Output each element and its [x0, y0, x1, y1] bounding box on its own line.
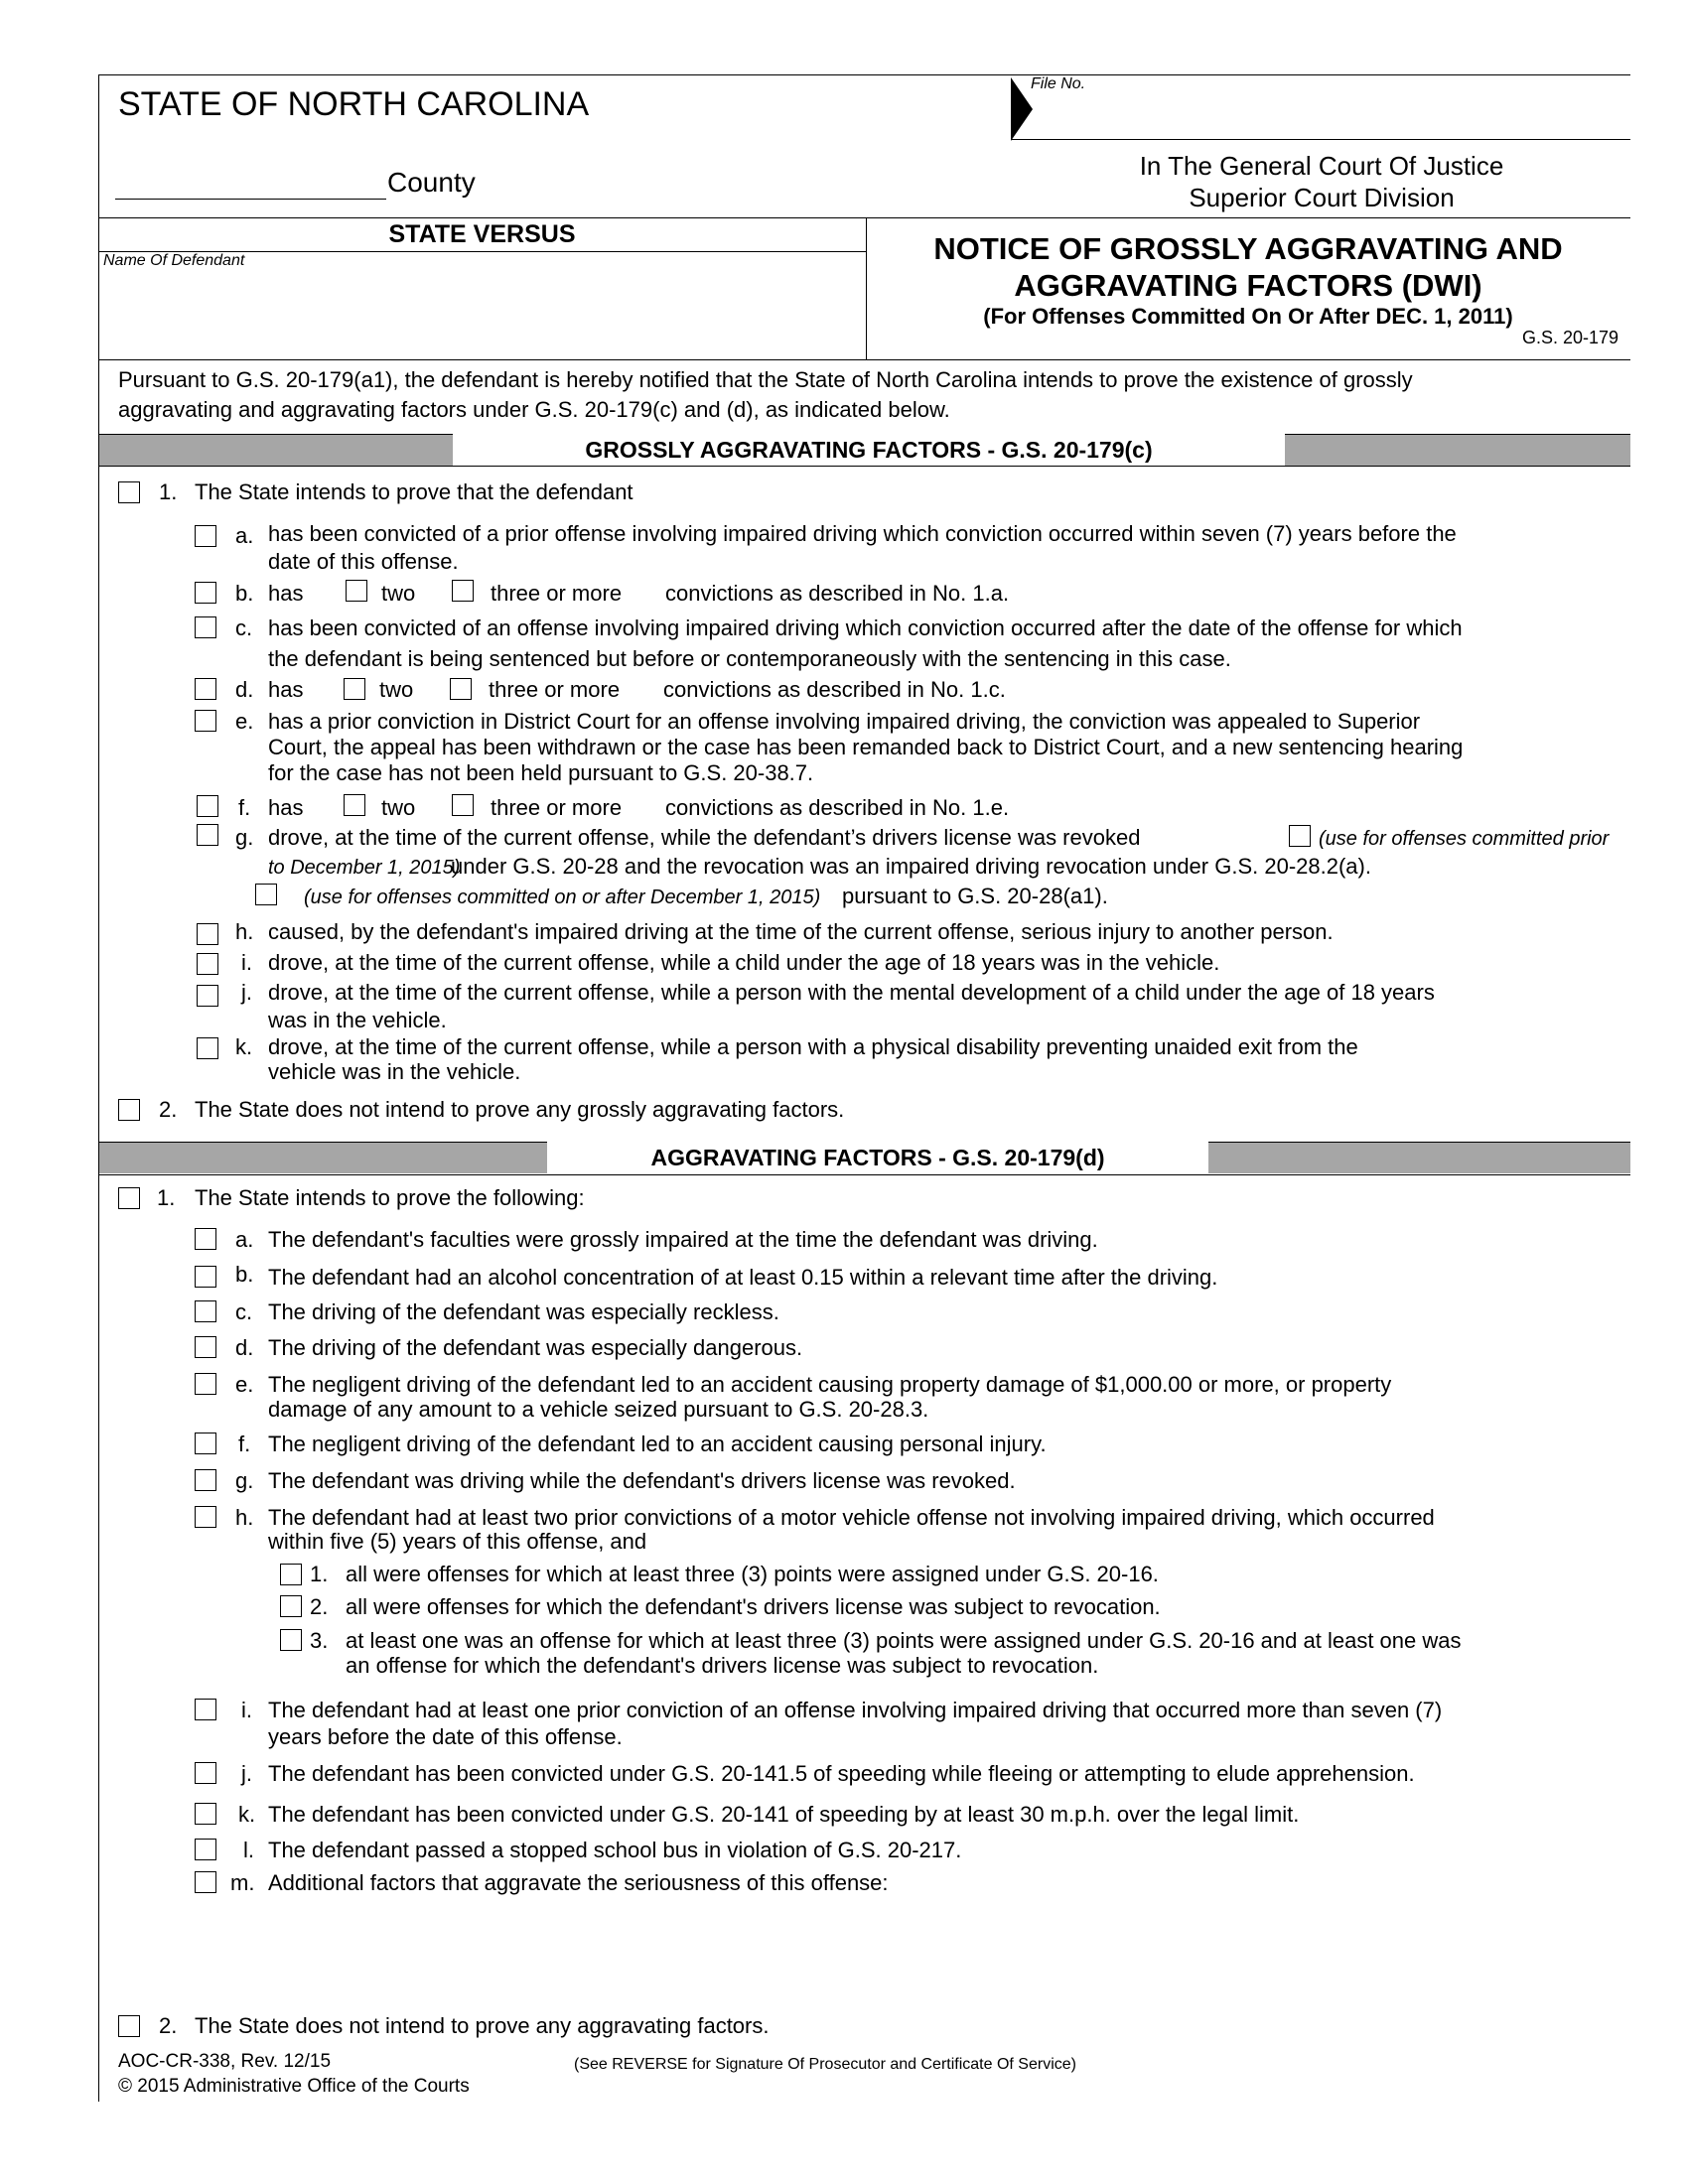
- grossly-1-text: The State intends to prove that the defendant: [195, 479, 633, 504]
- agg-l-checkbox[interactable]: [195, 1839, 216, 1860]
- grossly-1-checkbox[interactable]: [118, 481, 140, 503]
- grossly-g-after-2015-checkbox[interactable]: [255, 884, 277, 905]
- file-no-field[interactable]: [1038, 94, 1628, 138]
- grossly-e-checkbox[interactable]: [195, 710, 216, 732]
- agg-c-checkbox[interactable]: [195, 1300, 216, 1322]
- grossly-d-three: three or more: [489, 677, 621, 702]
- agg-h-sub-3-line-2: an offense for which the defendant's drivers license was subject to revocation.: [346, 1653, 1099, 1678]
- agg-b-text: The defendant had an alcohol concentration of at least 0.15 within a relevant time after the driving.: [268, 1265, 1218, 1290]
- agg-h-sub-1-checkbox[interactable]: [280, 1564, 302, 1585]
- agg-l-letter: l.: [243, 1838, 254, 1862]
- grossly-i-text: drove, at the time of the current offense, while a child under the age of 18 years was in the vehicle.: [268, 950, 1220, 975]
- grossly-a-letter: a.: [235, 523, 254, 548]
- agg-2-text: The State does not intend to prove any aggravating factors.: [195, 2013, 770, 2038]
- county-field[interactable]: [115, 167, 386, 199]
- section-bar-left: [99, 435, 453, 466]
- grossly-g-after-2015-note: (use for offenses committed on or after December 1, 2015): [304, 887, 821, 908]
- agg-g-checkbox[interactable]: [195, 1469, 216, 1491]
- agg-h-letter: h.: [235, 1505, 254, 1530]
- agg-i-line-2: years before the date of this offense.: [268, 1724, 623, 1749]
- agg-1-text: The State intends to prove the following:: [195, 1185, 585, 1210]
- agg-k-text: The defendant has been convicted under G.S. 20-141 of speeding by at least 30 m.p.h. over the legal limit.: [268, 1802, 1300, 1827]
- grossly-b-letter: b.: [235, 581, 254, 606]
- agg-a-letter: a.: [235, 1227, 254, 1252]
- grossly-a-line-2: date of this offense.: [268, 549, 459, 574]
- agg-d-checkbox[interactable]: [195, 1336, 216, 1358]
- grossly-b-three-checkbox[interactable]: [452, 580, 474, 602]
- agg-a-text: The defendant's faculties were grossly impaired at the time the defendant was driving.: [268, 1227, 1098, 1252]
- agg-h-sub-2-text: all were offenses for which the defendant's drivers license was subject to revocation.: [346, 1594, 1161, 1619]
- agg-section-bar-right: [1208, 1143, 1630, 1173]
- grossly-g-prior-2015-note-b: to December 1, 2015): [268, 857, 461, 879]
- agg-h-sub-3-checkbox[interactable]: [280, 1629, 302, 1651]
- agg-m-additional-factors-field[interactable]: [268, 1901, 1618, 2000]
- county-blank-line: [115, 199, 386, 200]
- agg-j-text: The defendant has been convicted under G.S. 20-141.5 of speeding while fleeing or attempting to elude apprehension.: [268, 1761, 1415, 1786]
- grossly-h-letter: h.: [235, 919, 254, 944]
- agg-c-letter: c.: [235, 1299, 253, 1324]
- grossly-2-text: The State does not intend to prove any grossly aggravating factors.: [195, 1097, 845, 1122]
- grossly-f-letter: f.: [238, 795, 251, 820]
- agg-f-text: The negligent driving of the defendant led to an accident causing personal injury.: [268, 1432, 1047, 1456]
- grossly-b-tail: convictions as described in No. 1.a.: [665, 581, 1010, 606]
- agg-1-number: 1.: [157, 1185, 176, 1210]
- grossly-d-two: two: [379, 677, 414, 702]
- grossly-g-line-1: drove, at the time of the current offense, while the defendant’s drivers license was revoked: [268, 825, 1141, 850]
- agg-l-text: The defendant passed a stopped school bus in violation of G.S. 20-217.: [268, 1838, 962, 1862]
- agg-j-checkbox[interactable]: [195, 1762, 216, 1784]
- agg-h-sub-1-number: 1.: [310, 1562, 329, 1586]
- copyright: © 2015 Administrative Office of the Courts: [118, 2076, 470, 2097]
- agg-2-checkbox[interactable]: [118, 2015, 140, 2037]
- grossly-d-checkbox[interactable]: [195, 678, 216, 700]
- top-border: [98, 74, 1630, 75]
- agg-1-checkbox[interactable]: [118, 1187, 140, 1209]
- agg-m-letter: m.: [230, 1870, 255, 1895]
- grossly-c-letter: c.: [235, 615, 253, 640]
- defendant-name-field[interactable]: [103, 276, 858, 355]
- agg-h-sub-2-checkbox[interactable]: [280, 1595, 302, 1617]
- form-subtitle: (For Offenses Committed On Or After DEC. 1, 2011): [983, 304, 1513, 329]
- grossly-b-three: three or more: [491, 581, 623, 606]
- grossly-f-three-checkbox[interactable]: [452, 794, 474, 816]
- court-line-2: Superior Court Division: [1189, 183, 1455, 212]
- grossly-d-three-checkbox[interactable]: [450, 678, 472, 700]
- agg-d-text: The driving of the defendant was especially dangerous.: [268, 1335, 803, 1360]
- agg-e-line-2: damage of any amount to a vehicle seized pursuant to G.S. 20-28.3.: [268, 1397, 929, 1422]
- grossly-f-two: two: [381, 795, 416, 820]
- grossly-h-text: caused, by the defendant's impaired driving at the time of the current offense, serious injury to another person.: [268, 919, 1334, 944]
- file-no-arrow-icon: [1011, 77, 1033, 141]
- grossly-g-checkbox[interactable]: [197, 824, 218, 846]
- agg-g-text: The defendant was driving while the defendant's drivers license was revoked.: [268, 1468, 1016, 1493]
- agg-d-letter: d.: [235, 1335, 254, 1360]
- grossly-f-three: three or more: [491, 795, 623, 820]
- grossly-f-two-checkbox[interactable]: [344, 794, 365, 816]
- grossly-d-tail: convictions as described in No. 1.c.: [663, 677, 1006, 702]
- grossly-g-prior-2015-rest: under G.S. 20-28 and the revocation was an impaired driving revocation under G.S. 20-28.2(a).: [451, 854, 1371, 879]
- agg-h-sub-2-number: 2.: [310, 1594, 329, 1619]
- grossly-1-number: 1.: [159, 479, 178, 504]
- grossly-i-checkbox[interactable]: [197, 953, 218, 975]
- grossly-e-line-2: Court, the appeal has been withdrawn or the case has been remanded back to District Court, and a new sentencing hearing: [268, 735, 1464, 759]
- grossly-b-has: has: [268, 581, 304, 606]
- agg-2-number: 2.: [159, 2013, 178, 2038]
- agg-k-checkbox[interactable]: [195, 1803, 216, 1825]
- grossly-section-title: GROSSLY AGGRAVATING FACTORS - G.S. 20-179(c): [453, 434, 1285, 467]
- agg-g-letter: g.: [235, 1468, 254, 1493]
- agg-i-checkbox[interactable]: [195, 1699, 216, 1720]
- agg-f-letter: f.: [238, 1432, 251, 1456]
- agg-j-letter: j.: [241, 1761, 252, 1786]
- grossly-d-letter: d.: [235, 677, 254, 702]
- agg-i-letter: i.: [241, 1698, 252, 1722]
- form-title-line-2: AGGRAVATING FACTORS (DWI): [1014, 268, 1482, 303]
- form-id: AOC-CR-338, Rev. 12/15: [118, 2051, 332, 2072]
- grossly-k-letter: k.: [235, 1034, 253, 1059]
- grossly-j-letter: j.: [241, 980, 252, 1005]
- file-no-line: [1011, 139, 1630, 140]
- grossly-f-has: has: [268, 795, 304, 820]
- agg-b-letter: b.: [235, 1262, 254, 1287]
- grossly-j-checkbox[interactable]: [197, 985, 218, 1007]
- grossly-j-line-2: was in the vehicle.: [268, 1008, 447, 1032]
- agg-m-checkbox[interactable]: [195, 1871, 216, 1893]
- agg-e-line-1: The negligent driving of the defendant led to an accident causing property damage of $1,000.00 or more, or property: [268, 1372, 1392, 1397]
- agg-c-text: The driving of the defendant was especially reckless.: [268, 1299, 779, 1324]
- grossly-f-checkbox[interactable]: [197, 795, 218, 817]
- defendant-label: Name Of Defendant: [103, 252, 245, 269]
- grossly-a-checkbox[interactable]: [195, 525, 216, 547]
- grossly-d-two-checkbox[interactable]: [344, 678, 365, 700]
- left-border: [98, 74, 99, 2102]
- court-line-1: In The General Court Of Justice: [1139, 151, 1504, 181]
- grossly-b-two-checkbox[interactable]: [346, 580, 367, 602]
- grossly-h-checkbox[interactable]: [197, 923, 218, 945]
- grossly-a-line-1: has been convicted of a prior offense involving impaired driving which conviction occurred within seven (7) years before the: [268, 521, 1457, 546]
- grossly-c-line-2: the defendant is being sentenced but before or contemporaneously with the sentencing in this case.: [268, 646, 1231, 671]
- grossly-b-checkbox[interactable]: [195, 582, 216, 604]
- agg-m-text: Additional factors that aggravate the seriousness of this offense:: [268, 1870, 889, 1895]
- grossly-e-letter: e.: [235, 709, 254, 734]
- statute-ref: G.S. 20-179: [1521, 328, 1618, 347]
- agg-k-letter: k.: [238, 1802, 256, 1827]
- grossly-f-tail: convictions as described in No. 1.e.: [665, 795, 1010, 820]
- grossly-k-line-1: drove, at the time of the current offense, while a person with a physical disability preventing unaided exit from the: [268, 1034, 1358, 1059]
- grossly-k-checkbox[interactable]: [197, 1037, 218, 1059]
- grossly-k-line-2: vehicle was in the vehicle.: [268, 1059, 521, 1084]
- grossly-2-number: 2.: [159, 1097, 178, 1122]
- section-bar-right: [1285, 435, 1630, 466]
- grossly-g-prior-2015-checkbox[interactable]: [1289, 825, 1311, 847]
- state-title: STATE OF NORTH CAROLINA: [118, 85, 590, 123]
- aggravating-section-title: AGGRAVATING FACTORS - G.S. 20-179(d): [547, 1142, 1208, 1174]
- agg-i-line-1: The defendant had at least one prior conviction of an offense involving impaired driving that occurred more than seven (7): [268, 1698, 1443, 1722]
- agg-h-checkbox[interactable]: [195, 1506, 216, 1528]
- grossly-c-line-1: has been convicted of an offense involving impaired driving which conviction occurred after the date of the offense for which: [268, 615, 1463, 640]
- grossly-i-letter: i.: [241, 950, 252, 975]
- intro-line-2: aggravating and aggravating factors under G.S. 20-179(c) and (d), as indicated below.: [118, 397, 950, 422]
- header-divider: [98, 217, 1630, 218]
- agg-e-checkbox[interactable]: [195, 1373, 216, 1395]
- county-label: County: [387, 167, 476, 198]
- agg-h-sub-3-number: 3.: [310, 1628, 329, 1653]
- grossly-j-line-1: drove, at the time of the current offense, while a person with the mental development of a child under the age of 18 years: [268, 980, 1435, 1005]
- grossly-c-checkbox[interactable]: [195, 616, 216, 638]
- grossly-b-two: two: [381, 581, 416, 606]
- agg-section-bar-left: [99, 1143, 547, 1173]
- agg-h-line-1: The defendant had at least two prior convictions of a motor vehicle offense not involving impaired driving, which occurred: [268, 1505, 1435, 1530]
- file-no-label: File No.: [1031, 75, 1086, 92]
- agg-a-checkbox[interactable]: [195, 1228, 216, 1250]
- form-title-line-1: NOTICE OF GROSSLY AGGRAVATING AND: [933, 231, 1563, 266]
- header-bottom-line: [98, 359, 1630, 360]
- reverse-note: (See REVERSE for Signature Of Prosecutor and Certificate Of Service): [574, 2056, 1076, 2073]
- grossly-d-has: has: [268, 677, 304, 702]
- grossly-2-checkbox[interactable]: [118, 1099, 140, 1121]
- agg-h-sub-3-line-1: at least one was an offense for which at least three (3) points were assigned under G.S. 20-16 and at least one was: [346, 1628, 1462, 1653]
- intro-line-1: Pursuant to G.S. 20-179(a1), the defendant is hereby notified that the State of North Carolina intends to prove the existence of grossly: [118, 367, 1413, 392]
- agg-f-checkbox[interactable]: [195, 1433, 216, 1454]
- agg-b-checkbox[interactable]: [195, 1266, 216, 1288]
- section-bar-bottom: [98, 466, 1630, 467]
- grossly-e-line-3: for the case has not been held pursuant to G.S. 20-38.7.: [268, 760, 814, 785]
- grossly-e-line-1: has a prior conviction in District Court for an offense involving impaired driving, the conviction was appealed to Superior: [268, 709, 1421, 734]
- grossly-g-letter: g.: [235, 825, 254, 850]
- agg-h-line-2: within five (5) years of this offense, and: [268, 1529, 647, 1554]
- grossly-g-after-2015-rest: pursuant to G.S. 20-28(a1).: [842, 884, 1108, 908]
- agg-h-sub-1-text: all were offenses for which at least three (3) points were assigned under G.S. 20-16.: [346, 1562, 1159, 1586]
- agg-section-bar-bottom: [98, 1174, 1630, 1175]
- state-versus-label: STATE VERSUS: [388, 220, 576, 248]
- grossly-g-prior-2015-note-a: (use for offenses committed prior: [1319, 828, 1610, 850]
- agg-e-letter: e.: [235, 1372, 254, 1397]
